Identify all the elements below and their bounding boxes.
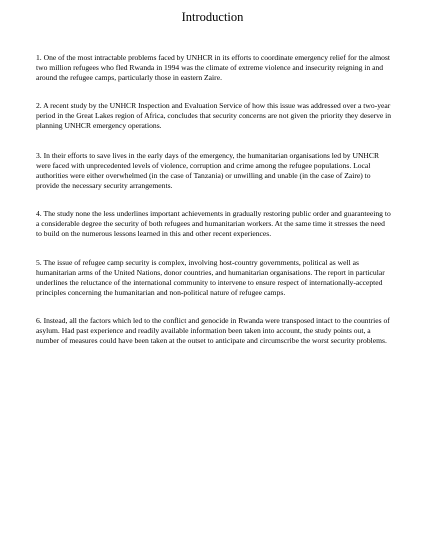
paragraph-3: 3. In their efforts to save lives in the early days of the emergency, the humanitarian organisations led by UNHCR were faced with unprecedented levels of violence, corruption and crime among the refugee populations. Local authorities were either overwhelmed (in the case of Tanzania) or unwilling and unable (in the case of Zaire) to provide the necessary security arrangements. — [36, 151, 380, 190]
paragraph-4: 4. The study none the less underlines important achievements in gradually restoring public order and guaranteeing to a considerable degree the security of both refugees and humanitarian workers. At the same time it stresses the need to build on the numerous lessons learned in this and other recent experiences. — [36, 209, 391, 238]
paragraph-2: 2. A recent study by the UNHCR Inspection and Evaluation Service of how this issue was addressed over a two-year period in the Great Lakes region of Africa, concludes that security concerns are not given the priority they deserve in planning UNHCR emergency operations. — [36, 101, 392, 130]
paragraph-6: 6. Instead, all the factors which led to the conflict and genocide in Rwanda were transposed intact to the countries of asylum. Had past experience and readily available information been taken into account, the study points out, a number of measures could have been taken at the outset to anticipate and circumscribe the worst security problems. — [36, 316, 390, 345]
paragraph-5: 5. The issue of refugee camp security is complex, involving host-country governments, political as well as humanitarian arms of the United Nations, donor countries, and humanitarian organisations. The report in particular underlines the reluctance of the international community to intervene to ensure respect of internationally-accepted principles concerning the humanitarian and non-political nature of refugee camps. — [36, 258, 385, 297]
paragraph-1: 1. One of the most intractable problems faced by UNHCR in its efforts to coordinate emergency relief for the almost two million refugees who fled Rwanda in 1994 was the climate of extreme violence and insecurity reigning in and around the refugee camps, particularly those in eastern Zaire. — [36, 53, 390, 82]
document-title: Introduction — [181, 10, 244, 24]
